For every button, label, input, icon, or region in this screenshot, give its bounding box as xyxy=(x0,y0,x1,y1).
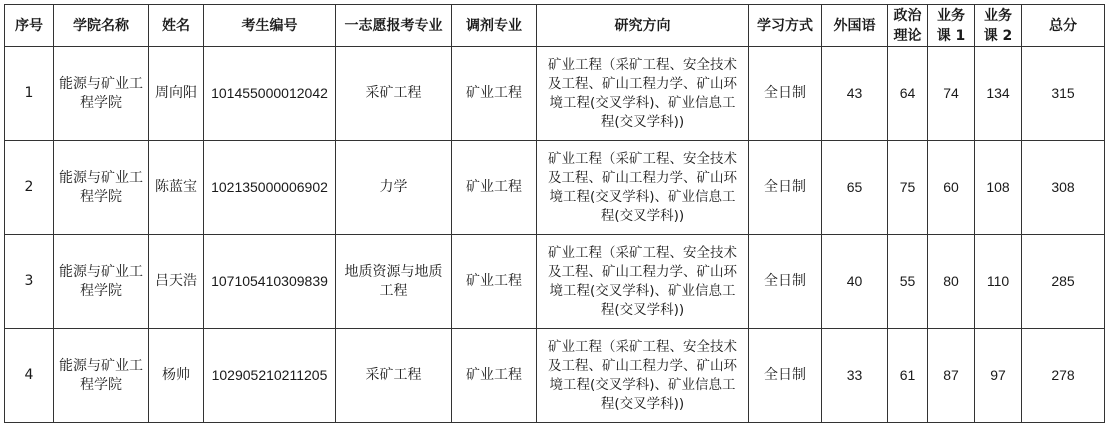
cell-first-choice: 力学 xyxy=(336,141,452,235)
header-college: 学院名称 xyxy=(54,5,149,47)
cell-name: 陈蓝宝 xyxy=(149,141,204,235)
header-study-mode: 学习方式 xyxy=(749,5,822,47)
cell-name: 杨帅 xyxy=(149,329,204,423)
cell-politics: 75 xyxy=(888,141,928,235)
cell-first-choice: 采矿工程 xyxy=(336,329,452,423)
cell-politics: 64 xyxy=(888,47,928,141)
cell-study-mode: 全日制 xyxy=(749,235,822,329)
cell-course1: 74 xyxy=(928,47,975,141)
cell-exam-id: 101455000012042 xyxy=(204,47,336,141)
cell-research: 矿业工程（采矿工程、安全技术及工程、矿山工程力学、矿山环境工程(交叉学科)、矿业信息工程(交叉学科)) xyxy=(537,47,749,141)
header-name: 姓名 xyxy=(149,5,204,47)
cell-course1: 80 xyxy=(928,235,975,329)
cell-college: 能源与矿业工程学院 xyxy=(54,47,149,141)
cell-study-mode: 全日制 xyxy=(749,329,822,423)
header-exam-id: 考生编号 xyxy=(204,5,336,47)
table-row xyxy=(5,235,1105,329)
table-row xyxy=(5,141,1105,235)
cell-foreign: 33 xyxy=(822,329,888,423)
cell-adjusted-major: 矿业工程 xyxy=(452,329,537,423)
cell-course2: 108 xyxy=(975,141,1022,235)
cell-total: 278 xyxy=(1022,329,1105,423)
header-course1: 业务课 1 xyxy=(928,5,975,47)
header-row xyxy=(5,5,1105,47)
header-course2: 业务课 2 xyxy=(975,5,1022,47)
cell-foreign: 40 xyxy=(822,235,888,329)
cell-exam-id: 102905210211205 xyxy=(204,329,336,423)
cell-index: 3 xyxy=(5,235,54,329)
cell-total: 308 xyxy=(1022,141,1105,235)
admission-table xyxy=(4,4,1105,423)
cell-name: 吕天浩 xyxy=(149,235,204,329)
header-total: 总分 xyxy=(1022,5,1105,47)
cell-total: 285 xyxy=(1022,235,1105,329)
cell-foreign: 43 xyxy=(822,47,888,141)
cell-foreign: 65 xyxy=(822,141,888,235)
cell-course1: 60 xyxy=(928,141,975,235)
table-row xyxy=(5,47,1105,141)
cell-index: 1 xyxy=(5,47,54,141)
cell-course1: 87 xyxy=(928,329,975,423)
cell-politics: 61 xyxy=(888,329,928,423)
table-row xyxy=(5,329,1105,423)
header-adjusted-major: 调剂专业 xyxy=(452,5,537,47)
header-index: 序号 xyxy=(5,5,54,47)
cell-college: 能源与矿业工程学院 xyxy=(54,329,149,423)
cell-total: 315 xyxy=(1022,47,1105,141)
header-first-choice: 一志愿报考专业 xyxy=(336,5,452,47)
cell-exam-id: 107105410309839 xyxy=(204,235,336,329)
cell-college: 能源与矿业工程学院 xyxy=(54,235,149,329)
header-research: 研究方向 xyxy=(537,5,749,47)
cell-index: 2 xyxy=(5,141,54,235)
cell-politics: 55 xyxy=(888,235,928,329)
header-politics: 政治理论 xyxy=(888,5,928,47)
cell-exam-id: 102135000006902 xyxy=(204,141,336,235)
cell-first-choice: 采矿工程 xyxy=(336,47,452,141)
cell-research: 矿业工程（采矿工程、安全技术及工程、矿山工程力学、矿山环境工程(交叉学科)、矿业信息工程(交叉学科)) xyxy=(537,329,749,423)
cell-first-choice: 地质资源与地质工程 xyxy=(336,235,452,329)
cell-study-mode: 全日制 xyxy=(749,47,822,141)
admission-table-container xyxy=(4,4,1105,423)
cell-college: 能源与矿业工程学院 xyxy=(54,141,149,235)
cell-index: 4 xyxy=(5,329,54,423)
cell-course2: 110 xyxy=(975,235,1022,329)
cell-course2: 134 xyxy=(975,47,1022,141)
cell-course2: 97 xyxy=(975,329,1022,423)
cell-adjusted-major: 矿业工程 xyxy=(452,141,537,235)
cell-adjusted-major: 矿业工程 xyxy=(452,47,537,141)
header-foreign: 外国语 xyxy=(822,5,888,47)
cell-adjusted-major: 矿业工程 xyxy=(452,235,537,329)
cell-study-mode: 全日制 xyxy=(749,141,822,235)
cell-research: 矿业工程（采矿工程、安全技术及工程、矿山工程力学、矿山环境工程(交叉学科)、矿业信息工程(交叉学科)) xyxy=(537,141,749,235)
cell-research: 矿业工程（采矿工程、安全技术及工程、矿山工程力学、矿山环境工程(交叉学科)、矿业信息工程(交叉学科)) xyxy=(537,235,749,329)
cell-name: 周向阳 xyxy=(149,47,204,141)
